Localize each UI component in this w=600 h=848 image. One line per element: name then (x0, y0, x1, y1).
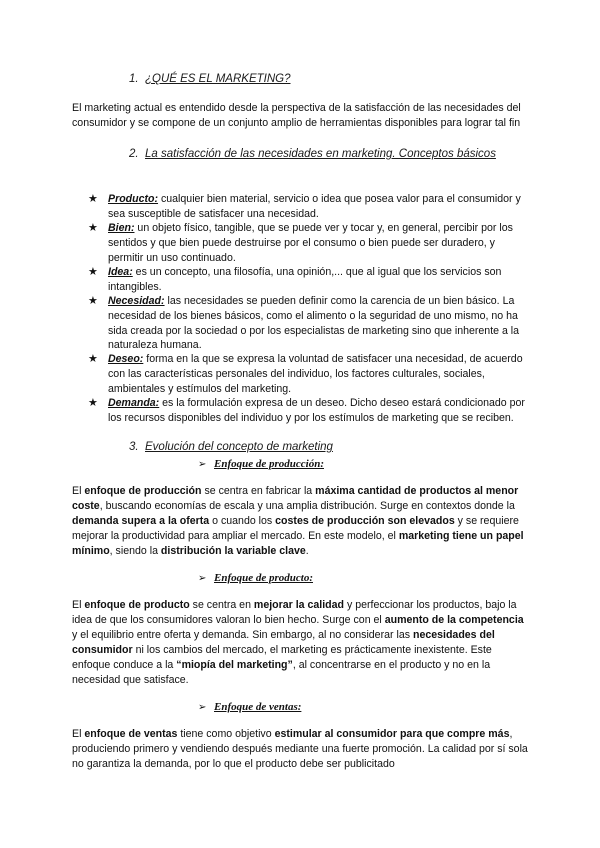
subheading-title: Enfoque de ventas: (214, 701, 302, 713)
concept-term: Necesidad: (108, 295, 165, 307)
paragraph-enfoque-produccion (72, 484, 530, 559)
concept-item-demanda (108, 396, 533, 426)
bold-run: necesidades del consumidor (72, 629, 495, 656)
section-1-heading (129, 72, 529, 87)
bold-run: estimular al consumidor para que compre más (274, 728, 510, 740)
text-run: El (72, 599, 85, 611)
section-1-title: ¿QUÉ ES EL MARKETING? (145, 73, 291, 85)
concept-item-producto (108, 192, 533, 222)
star-bullet-icon: ★ (88, 295, 98, 307)
star-bullet-icon: ★ (88, 266, 98, 278)
star-bullet-icon: ★ (88, 397, 98, 409)
section-2-heading (129, 147, 519, 162)
section-3-title: Evolución del concepto de marketing (145, 441, 333, 453)
text-run: ni los cambios del mercado, el marketing es prácticamente inexistente. Este enfoque conduce a la (72, 644, 492, 671)
bold-run: aumento de la competencia (384, 614, 524, 626)
bold-run: máxima cantidad de productos al menor coste (72, 485, 519, 512)
section-3-number: 3. (129, 441, 139, 453)
section-2-title: La satisfacción de las necesidades en marketing. Conceptos básicos (145, 148, 496, 160)
section-2-number: 2. (129, 148, 139, 160)
text-run: y el equilibrio entre oferta y demanda. Sin embargo, al no considerar las (72, 629, 413, 641)
bold-run: enfoque de ventas (84, 728, 178, 740)
bold-run: marketing tiene un papel mínimo (72, 530, 524, 557)
bold-run: enfoque de producción (84, 485, 202, 497)
bold-run: demanda supera a la oferta (72, 515, 210, 527)
section-1-intro: El marketing actual es entendido desde la perspectiva de la satisfacción de las necesidades del consumidor y se compone de un conjunto amplio de herramientas disponibles para lograr tal fin (72, 102, 521, 129)
section-1-number: 1. (129, 73, 139, 85)
text-run: , al concentrarse en el producto y no en la necesidad que satisface. (72, 659, 491, 686)
subheading-producto (198, 571, 498, 586)
text-run: tiene como objetivo (177, 728, 275, 740)
concept-definition: las necesidades se pueden definir como la carencia de un bien básico. La necesidad de los bienes básicos, como el alimento o la seguridad de uno mismo, no ha sida creada por la sociedad o por los especialistas de marketing sino que inherente a la naturaleza humana. (108, 295, 520, 352)
concept-term: Bien: (108, 222, 135, 234)
concept-definition: es un concepto, una filosofía, una opinión,... que al igual que los servicios son intangibles. (108, 266, 502, 293)
bold-run: enfoque de producto (84, 599, 190, 611)
text-run: y perfeccionar los productos, bajo la idea de que los consumidores valoran lo bien hecho. Surge con el (72, 599, 517, 626)
bold-run: costes de producción son elevados (275, 515, 455, 527)
text-run: El (72, 485, 85, 497)
bold-run: distribución la variable clave (160, 545, 306, 557)
text-run: , produciendo primero y vendiendo después mediante una fuerte promoción. La calidad por sí sola no garantiza la demanda, por lo que el producto debe ser publicitado (72, 728, 528, 770)
concept-definition: forma en la que se expresa la voluntad de satisfacer una necesidad, de acuerdo con las características personales del individuo, los factores culturales, sociales, ambientales y estímulos del marketing. (108, 353, 523, 395)
subheading-title: Enfoque de producción: (214, 458, 324, 470)
subheading-produccion (198, 457, 498, 472)
star-bullet-icon: ★ (88, 193, 98, 205)
concept-definition: cualquier bien material, servicio o idea que posea valor para el consumidor y sea susceptible de satisfacer una necesidad. (108, 193, 521, 220)
text-run: El (72, 728, 85, 740)
star-bullet-icon: ★ (88, 222, 98, 234)
paragraph-enfoque-producto (72, 598, 530, 688)
concept-item-necesidad (108, 294, 533, 353)
text-run: se centra en fabricar la (201, 485, 316, 497)
star-bullet-icon: ★ (88, 353, 98, 365)
subheading-ventas (198, 700, 498, 715)
text-run: , buscando economías de escala y una amplia distribución. Surge en contextos donde la (99, 500, 515, 512)
concept-item-idea (108, 265, 533, 295)
subheading-title: Enfoque de producto: (214, 572, 313, 584)
concept-definition: un objeto físico, tangible, que se puede ver y tocar y, en general, percibir por los sentidos y que bien puede destruirse por el consumo o bien puede ser duradero, y permitir un uso continuado. (108, 222, 513, 264)
text-run: , siendo la (109, 545, 161, 557)
bold-run: “miopía del marketing” (176, 659, 293, 671)
text-run: se centra en (189, 599, 254, 611)
arrow-bullet-icon: ➢ (198, 573, 207, 584)
concept-term: Producto: (108, 193, 159, 205)
text-run: y se requiere mejorar la productividad para ampliar el mercado. En este modelo, el (72, 515, 519, 542)
concept-item-deseo (108, 352, 533, 396)
text-run: . (305, 545, 309, 557)
bold-run: mejorar la calidad (253, 599, 345, 611)
concept-term: Demanda: (108, 397, 160, 409)
concept-term: Deseo: (108, 353, 144, 365)
text-run: o cuando los (209, 515, 276, 527)
arrow-bullet-icon: ➢ (198, 702, 207, 713)
paragraph-enfoque-ventas (72, 727, 530, 772)
concept-definition: es la formulación expresa de un deseo. Dicho deseo estará condicionado por los recursos disponibles del individuo y por los estímulos de marketing que se reciben. (108, 397, 525, 424)
concept-item-bien (108, 221, 533, 265)
concept-term: Idea: (108, 266, 133, 278)
section-3-heading (129, 440, 529, 455)
arrow-bullet-icon: ➢ (198, 459, 207, 470)
